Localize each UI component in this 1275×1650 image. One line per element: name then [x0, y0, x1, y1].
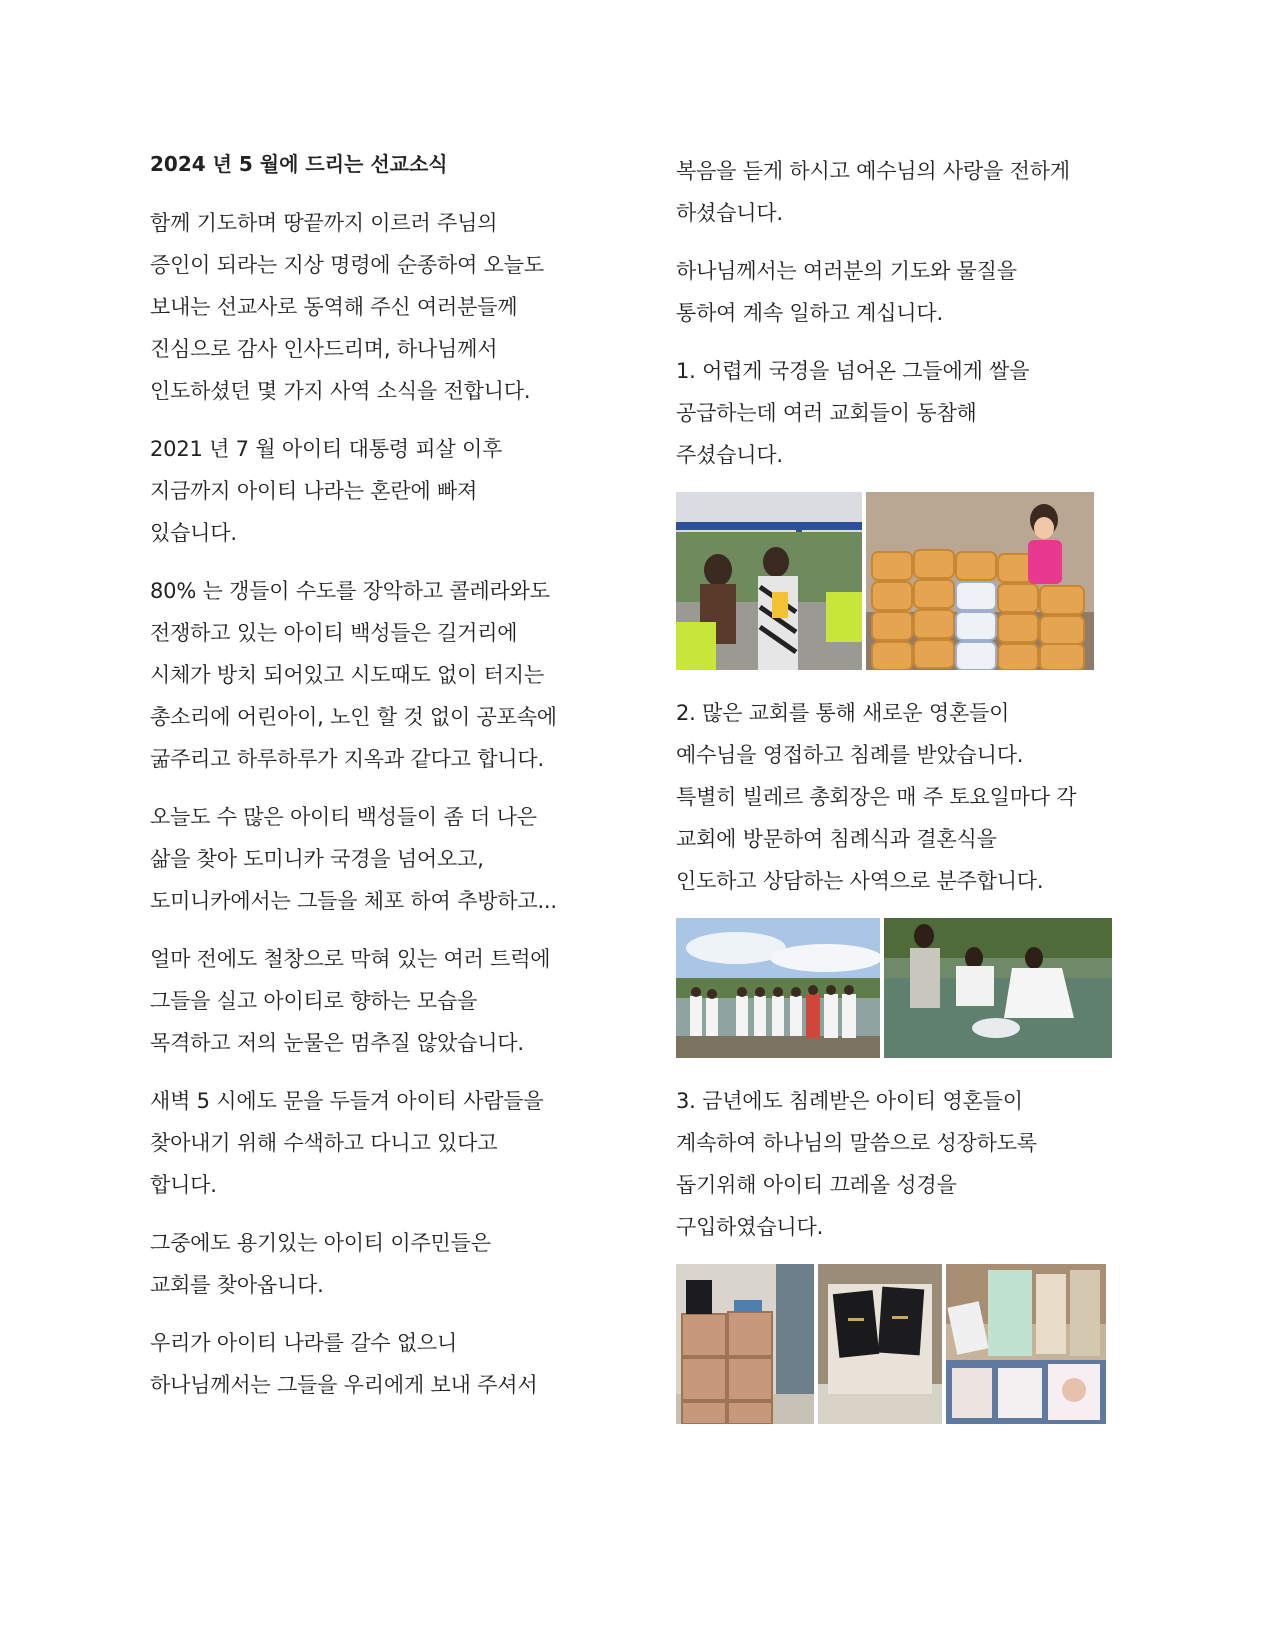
photo-rice-bags: [866, 492, 1094, 670]
photo-row-bibles: [676, 1264, 1136, 1424]
item-3: 3. 금년에도 침례받은 아이티 영혼들이 계속하여 하나님의 말씀으로 성장하도록 돕기위해 아이티 끄레올 성경을 구입하였습니다.: [676, 1089, 1037, 1239]
paragraph: 새벽 5 시에도 문을 두들겨 아이티 사람들을 찾아내기 위해 수색하고 다니고 있다고 합니다.: [150, 1089, 544, 1197]
right-column: [676, 150, 1136, 1446]
paragraph: 오늘도 수 많은 아이티 백성들이 좀 더 나은 삶을 찾아 도미니카 국경을 넘어오고, 도미니카에서는 그들을 체포 하여 추방하고...: [150, 805, 557, 913]
paragraph: 우리가 아이티 나라를 갈수 없으니 하나님께서는 그들을 우리에게 보내 주셔서: [150, 1331, 538, 1397]
paragraph: 2021 년 7 월 아이티 대통령 피살 이후 지금까지 아이티 나라는 혼란에 빠져 있습니다.: [150, 437, 503, 545]
paragraph: 얼마 전에도 철창으로 막혀 있는 여러 트럭에 그들을 실고 아이티로 향하는 모습을 목격하고 저의 눈물은 멈추질 않았습니다.: [150, 947, 551, 1055]
photo-baptism-group: [676, 918, 880, 1058]
paragraph: 복음을 듣게 하시고 예수님의 사랑을 전하게 하셨습니다.: [676, 159, 1070, 225]
photo-bible-boxes: [676, 1264, 814, 1424]
item-1: 1. 어렵게 국경을 넘어온 그들에게 쌀을 공급하는데 여러 교회들이 동참해 주셨습니다.: [676, 359, 1030, 467]
page-title: 2024 년 5 월에 드리는 선교소식: [150, 152, 448, 176]
paragraph: 하나님께서는 여러분의 기도와 물질을 통하여 계속 일하고 계십니다.: [676, 259, 1017, 325]
item-2: 2. 많은 교회를 통해 새로운 영혼들이 예수님을 영접하고 침례를 받았습니다. 특별히 빌레르 총회장은 매 주 토요일마다 각 교회에 방문하여 침례식과 결혼식을 인도하고 상담하는 사역으로 분주합니다.: [676, 701, 1077, 893]
photo-rice-distribution: [676, 492, 862, 670]
paragraph: 함께 기도하며 땅끝까지 이르러 주님의 증인이 되라는 지상 명령에 순종하여 오늘도 보내는 선교사로 동역해 주신 여러분들께 진심으로 감사 인사드리며, 하나님께서 인도하셨던 몇 가지 사역 소식을 전합니다.: [150, 211, 544, 403]
photo-row-baptism: [676, 918, 1136, 1058]
photo-bibles-on-table: [946, 1264, 1106, 1424]
paragraph: 80% 는 갱들이 수도를 장악하고 콜레라와도 전쟁하고 있는 아이티 백성들은 길거리에 시체가 방치 되어있고 시도때도 없이 터지는 총소리에 어린아이, 노인 할 것 없이 공포속에 굶주리고 하루하루가 지옥과 같다고 합니다.: [150, 579, 557, 771]
photo-baptism-river: [884, 918, 1112, 1058]
paragraph: 그중에도 용기있는 아이티 이주민들은 교회를 찾아옵니다.: [150, 1231, 491, 1297]
photo-row-rice: [676, 492, 1136, 670]
left-column: [150, 148, 620, 1422]
photo-bibles-open-box: [818, 1264, 942, 1424]
